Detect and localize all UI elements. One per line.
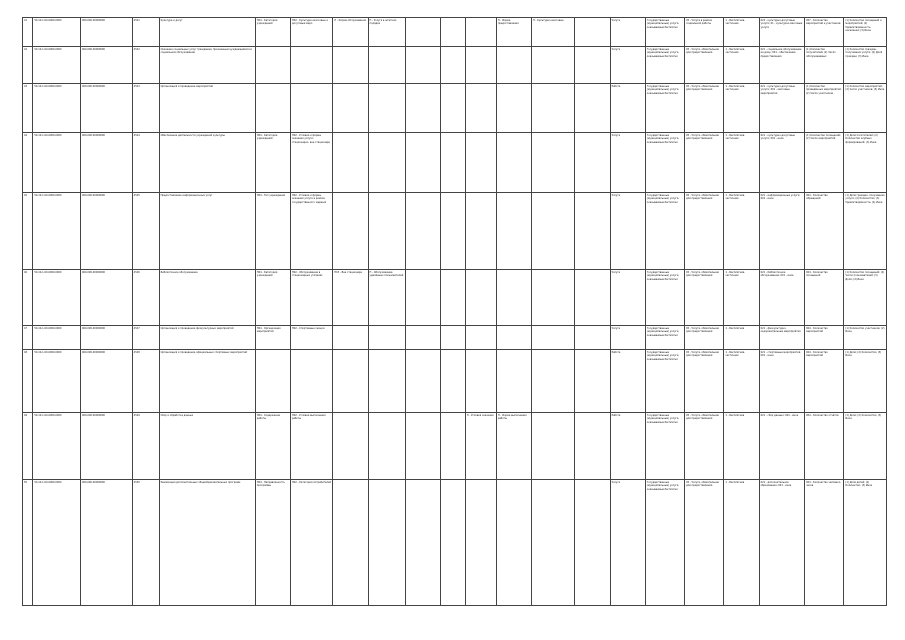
table-cell-c7: Н02 - Условия и формы оказания услуги в рамках государственного задания — [290, 193, 332, 270]
table-cell-c6 — [255, 84, 290, 133]
table-cell-code2: 000-000-00000000 — [80, 133, 132, 193]
table-cell-c12 — [465, 350, 496, 413]
table-cell-no: 44 — [23, 133, 33, 193]
table-cell-c13 — [496, 270, 531, 326]
table-cell-c20: 021 - библиотечное обслуживание; 001 - иное — [759, 270, 805, 326]
table-cell-c21: 004 - Количество человеко-часов — [805, 480, 844, 606]
table-cell-c21: (1) Количество посещений; (2) Число мероприятий — [805, 133, 844, 193]
table-row — [23, 18, 887, 47]
table-cell-c15 — [575, 350, 610, 413]
table-cell-name: Организация и проведение физкультурных мероприятий — [159, 326, 255, 350]
table-cell-c17: Государственные (муниципальные) услуги, оказываемые бесплатно — [645, 84, 684, 133]
table-cell-c17: Государственные (муниципальные) услуги, оказываемые бесплатно — [645, 270, 684, 326]
table-cell-c10 — [405, 84, 440, 133]
table-cell-c16: Услуга — [610, 47, 645, 84]
table-cell-c20: 021 - спортивные мероприятия; 001 - иное — [759, 350, 805, 413]
table-cell-c19: 1 - Бесплатная, частичная — [724, 270, 759, 326]
table-cell-c9 — [368, 480, 405, 606]
table-cell-c6: Н04 - Тип учреждения — [255, 193, 290, 270]
table-cell-c9 — [368, 84, 405, 133]
table-cell-c12 — [465, 47, 496, 84]
table-cell-c20: 021 - дополнительное образование; 001 - иное — [759, 480, 805, 606]
table-row — [23, 270, 887, 326]
table-cell-c8: Н - Форма обслуживания — [333, 18, 368, 47]
table-cell-c22: (1) Доля посетителей; (2) Количество клубных формирований; (3) Иное — [844, 133, 887, 193]
table-cell-c8 — [333, 133, 368, 193]
table-cell-c10 — [405, 413, 440, 480]
table-cell-c12 — [465, 18, 496, 47]
table-cell-no: 48 — [23, 350, 33, 413]
table-cell-c17: Государственные (муниципальные) услуги, оказываемые бесплатно — [645, 18, 684, 47]
table-cell-no: 43 — [23, 84, 33, 133]
table-row — [23, 193, 887, 270]
table-cell-c10 — [405, 47, 440, 84]
table-cell-c11 — [440, 270, 465, 326]
table-cell-c6: Н04 - Направленность программы — [255, 480, 290, 606]
table-cell-c13 — [496, 480, 531, 606]
table-cell-name: Организация и проведение официальных спортивных мероприятий — [159, 350, 255, 413]
table-cell-c14 — [532, 350, 575, 413]
table-cell-c13 — [496, 193, 531, 270]
table-cell-code2: 000-000-00000000 — [80, 18, 132, 47]
table-cell-c7: Н02 - Категория потребителей — [290, 480, 332, 606]
table-cell-c16: Услуга — [610, 18, 645, 47]
table-cell-c16: Услуга — [610, 480, 645, 606]
table-cell-c12 — [465, 270, 496, 326]
table-cell-c18: 05 - Услуга, обязательная для предоставления — [685, 413, 724, 480]
table-cell-num: 4544 — [132, 133, 159, 193]
table-cell-c14 — [532, 413, 575, 480]
table-cell-c7 — [290, 350, 332, 413]
table-cell-c22: (1) Доля детей; (2) Количество; (3) Иное — [844, 480, 887, 606]
table-cell-c21: 004 - Количество мероприятий — [805, 326, 844, 350]
table-cell-c15 — [575, 47, 610, 84]
table-cell-num: 4547 — [132, 326, 159, 350]
table-cell-c15 — [575, 18, 610, 47]
table-cell-c6: Н04 - Организация мероприятий — [255, 326, 290, 350]
table-cell-c8 — [333, 326, 368, 350]
table-cell-c20: 021 - культурно-досуговые услуги; 001 - иное — [759, 133, 805, 193]
table-cell-c9 — [368, 47, 405, 84]
table-cell-c14 — [532, 47, 575, 84]
table-cell-name: Реализация дополнительных общеобразовательных программ — [159, 480, 255, 606]
table-cell-c9 — [368, 326, 405, 350]
table-cell-c21: 004 - Количество отчётов — [805, 413, 844, 480]
table-cell-c21: 007 - Количество мероприятий и участников — [805, 18, 844, 47]
table-cell-c16: Услуга — [610, 133, 645, 193]
table-cell-c9 — [368, 133, 405, 193]
table-cell-c11 — [440, 326, 465, 350]
spreadsheet-page — [22, 17, 887, 611]
table-cell-code1: 50-10-1-00-0000-0000 — [33, 270, 81, 326]
table-cell-c16: Работа — [610, 350, 645, 413]
table-cell-c15 — [575, 413, 610, 480]
table-cell-c13 — [496, 84, 531, 133]
table-cell-code2: 000-000-00000000 — [80, 193, 132, 270]
table-cell-c16: Работа — [610, 84, 645, 133]
table-cell-c7: Н02 - Условия и формы оказания услуги; стационарно, вне стационара — [290, 133, 332, 193]
table-cell-num: 4550 — [132, 480, 159, 606]
table-cell-c20: 021 - социальное обслуживание на дому; 001 - обеспечение предоставления — [759, 47, 805, 84]
table-cell-c14 — [532, 480, 575, 606]
table-cell-no: 46 — [23, 270, 33, 326]
table-cell-c10 — [405, 133, 440, 193]
table-cell-c21: (1) Количество проведённых мероприятий; (2) Число участников — [805, 84, 844, 133]
table-cell-c19: 1 - Бесплатная — [724, 480, 759, 606]
table-cell-c19: 1 - Бесплатная, частичная — [724, 18, 759, 47]
table-cell-code2: 000-000-00000000 — [80, 350, 132, 413]
table-cell-code2: 000-000-00000000 — [80, 84, 132, 133]
table-cell-c13 — [496, 47, 531, 84]
table-row — [23, 133, 887, 193]
table-cell-c18: 05 - Услуга, обязательная для предоставления — [685, 133, 724, 193]
table-cell-c22: (1) Доля; (2) Количество; (3) Иное — [844, 413, 887, 480]
table-cell-c11 — [440, 133, 465, 193]
table-cell-c18: 05 - Услуга в рамках социальной работы — [685, 18, 724, 47]
table-cell-c10 — [405, 270, 440, 326]
table-cell-c12: Н - Условия оказания — [465, 413, 496, 480]
table-cell-c17: Государственные (муниципальные) услуги, оказываемые бесплатно — [645, 350, 684, 413]
table-cell-c20: 023 - культурно-досуговые услуги; 01 - культурно-массовые услуги — [759, 18, 805, 47]
table-cell-c11 — [440, 18, 465, 47]
table-cell-num: 4545 — [132, 193, 159, 270]
table-cell-c18: 05 - Услуга, обязательная для предоставления — [685, 350, 724, 413]
table-cell-c22: (1) Доля граждан, получивших услуги; (2) Количество; (3) Удовлетворённость; (4) Иное — [844, 193, 887, 270]
table-cell-code2: 000-000-00000000 — [80, 326, 132, 350]
table-cell-c7: Н02 - Культурно-массовые и досуговые меро — [290, 18, 332, 47]
table-cell-c11 — [440, 84, 465, 133]
table-cell-c18: 05 - Услуга, обязательная для предоставления — [685, 480, 724, 606]
table-cell-c15 — [575, 270, 610, 326]
table-cell-c15 — [575, 480, 610, 606]
table-cell-c18: 05 - Услуга, обязательная для предоставления — [685, 270, 724, 326]
table-cell-c9: Н - Услуга в штатном порядке — [368, 18, 405, 47]
table-cell-c21: (1) Количество получателей; (2) Число обслуживаемых — [805, 47, 844, 84]
table-cell-c13 — [496, 133, 531, 193]
table-cell-c7 — [290, 84, 332, 133]
table-cell-c7: Н02 - Условия выполнения работы — [290, 413, 332, 480]
table-cell-c12 — [465, 480, 496, 606]
table-cell-no: 42 — [23, 47, 33, 84]
table-cell-code2: 000-000-00000000 — [80, 480, 132, 606]
table-cell-name: Сбор и обработка данных — [159, 413, 255, 480]
table-cell-c9: Н - Обслуживание удалённых пользователей — [368, 270, 405, 326]
table-cell-c18: 05 - Услуга, обязательная для предоставления — [685, 326, 724, 350]
table-cell-c6: Н04 - Категория учреждений — [255, 133, 290, 193]
table-cell-code1: 50-10-1-00-0000-0000 — [33, 133, 81, 193]
table-cell-c13: Н - Форма выполнения работы — [496, 413, 531, 480]
table-cell-no: 50 — [23, 480, 33, 606]
table-cell-c9 — [368, 350, 405, 413]
registry-table — [22, 17, 887, 606]
table-cell-c6: Н04 - Содержание работы — [255, 413, 290, 480]
table-cell-c12 — [465, 133, 496, 193]
table-row — [23, 350, 887, 413]
table-cell-no: 49 — [23, 413, 33, 480]
table-cell-c20: 021 - сбор данных; 001 - иное — [759, 413, 805, 480]
table-cell-c20: 021 - культурно-досуговые услуги; 001 - массовые мероприятия — [759, 84, 805, 133]
table-cell-num: 4546 — [132, 270, 159, 326]
table-cell-c16: Услуга — [610, 270, 645, 326]
table-cell-num: 4542 — [132, 47, 159, 84]
table-cell-c19: 1 - Бесплатная, частичная — [724, 133, 759, 193]
table-cell-c12 — [465, 326, 496, 350]
table-cell-c8: Н03 - Вне стационара — [333, 270, 368, 326]
table-cell-name: Организация и проведение мероприятий — [159, 84, 255, 133]
table-cell-c8 — [333, 47, 368, 84]
table-cell-c19: 1 - Бесплатная, частичная — [724, 47, 759, 84]
table-cell-c19: 1 - Бесплатная — [724, 413, 759, 480]
table-cell-no: 47 — [23, 326, 33, 350]
table-cell-c6: Н04 - Категория учреждений — [255, 270, 290, 326]
table-cell-c8 — [333, 413, 368, 480]
table-cell-c22: (1) Количество мероприятий; (2) Число участников; (3) Иное — [844, 84, 887, 133]
table-cell-num: 4548 — [132, 350, 159, 413]
table-cell-c11 — [440, 480, 465, 606]
table-cell-c10 — [405, 350, 440, 413]
table-cell-c21: 004 - Количество посещений — [805, 270, 844, 326]
table-cell-code2: 000-000-00000000 — [80, 47, 132, 84]
table-cell-c17: Государственные (муниципальные) услуги, оказываемые бесплатно — [645, 47, 684, 84]
table-cell-c6 — [255, 350, 290, 413]
table-cell-c17: Государственные (муниципальные) услуги, оказываемые бесплатно — [645, 326, 684, 350]
table-cell-c9 — [368, 413, 405, 480]
table-cell-c8 — [333, 480, 368, 606]
table-cell-c22: (1) Количество посещений; (2) Число пользователей; (3) Доля; (4) Иное — [844, 270, 887, 326]
table-cell-c10 — [405, 326, 440, 350]
table-cell-name: Культура и досуг — [159, 18, 255, 47]
table-cell-c10 — [405, 480, 440, 606]
table-cell-c11 — [440, 193, 465, 270]
table-cell-c20: 021 - информационные услуги; 001 - иное — [759, 193, 805, 270]
table-cell-c15 — [575, 326, 610, 350]
table-cell-c19: 1 - Бесплатная, частичная — [724, 84, 759, 133]
table-cell-c13: Н - Форма предоставления — [496, 18, 531, 47]
table-cell-c16: Услуга — [610, 193, 645, 270]
table-cell-name: Обеспечение деятельности учреждений культуры — [159, 133, 255, 193]
table-cell-c18: 05 - Услуга, обязательная для предоставления — [685, 47, 724, 84]
table-cell-code1: 50-10-1-00-0000-0000 — [33, 84, 81, 133]
table-cell-c20: 021 - физкультурно-оздоровительные мероприятия — [759, 326, 805, 350]
table-cell-c17: Государственные (муниципальные) услуги, оказываемые бесплатно — [645, 480, 684, 606]
table-cell-code1: 50-10-1-00-0000-0000 — [33, 193, 81, 270]
table-cell-c16: Услуга — [610, 326, 645, 350]
table-cell-c7: Н02 - Обслуживание в стационарных условиях — [290, 270, 332, 326]
table-cell-c19: 1 - Бесплатная, частичная — [724, 193, 759, 270]
table-cell-c21: 004 - Количество мероприятий — [805, 350, 844, 413]
table-cell-c8 — [333, 193, 368, 270]
table-cell-c10 — [405, 193, 440, 270]
table-cell-c17: Государственные (муниципальные) услуги, оказываемые бесплатно — [645, 413, 684, 480]
table-cell-c12 — [465, 193, 496, 270]
table-cell-num: 4549 — [132, 413, 159, 480]
table-cell-c14 — [532, 193, 575, 270]
table-cell-c13 — [496, 326, 531, 350]
table-cell-c11 — [440, 413, 465, 480]
table-cell-no: 41 — [23, 18, 33, 47]
table-cell-num: 4543 — [132, 84, 159, 133]
table-row — [23, 326, 887, 350]
table-cell-name: Библиотечное обслуживание — [159, 270, 255, 326]
table-cell-num: 4541 — [132, 18, 159, 47]
table-cell-c6: Н04 - Категория учреждений — [255, 18, 290, 47]
table-cell-c19: 1 - Бесплатная, частичная — [724, 350, 759, 413]
table-cell-c17: Государственные (муниципальные) услуги, оказываемые бесплатно — [645, 193, 684, 270]
table-cell-name: Оказание социальных услуг гражданам, признанным нуждающимися в социальном обслуживании — [159, 47, 255, 84]
table-cell-c21: 004 - Количество обращений — [805, 193, 844, 270]
table-cell-code1: 50-10-1-00-0000-0000 — [33, 326, 81, 350]
table-cell-c14 — [532, 270, 575, 326]
table-cell-c7: Н02 - Спортивные секции — [290, 326, 332, 350]
table-cell-c16: Работа — [610, 413, 645, 480]
table-cell-c10 — [405, 18, 440, 47]
table-cell-c11 — [440, 47, 465, 84]
table-cell-code1: 50-10-1-00-0000-0000 — [33, 18, 81, 47]
table-cell-c14 — [532, 326, 575, 350]
table-cell-code2: 000-000-00000000 — [80, 413, 132, 480]
table-cell-c7 — [290, 47, 332, 84]
table-cell-code1: 50-10-1-00-0000-0000 — [33, 350, 81, 413]
table-cell-c17: Государственные (муниципальные) услуги, оказываемые бесплатно — [645, 133, 684, 193]
table-row — [23, 47, 887, 84]
table-cell-c15 — [575, 133, 610, 193]
table-row — [23, 480, 887, 606]
table-cell-c19: 1 - Бесплатная — [724, 326, 759, 350]
table-cell-code1: 50-10-1-00-0000-0000 — [33, 480, 81, 606]
table-cell-name: Предоставление информационных услуг — [159, 193, 255, 270]
table-cell-c11 — [440, 350, 465, 413]
table-cell-code2: 000-000-00000000 — [80, 270, 132, 326]
table-row — [23, 84, 887, 133]
table-cell-c6 — [255, 47, 290, 84]
table-cell-c13 — [496, 350, 531, 413]
table-cell-c14: Н - Культурно-массовые — [532, 18, 575, 47]
table-cell-c15 — [575, 193, 610, 270]
table-cell-code1: 50-10-1-00-0000-0000 — [33, 413, 81, 480]
table-cell-c15 — [575, 84, 610, 133]
table-cell-c14 — [532, 84, 575, 133]
table-cell-c22: (1) Доля; (2) Количество; (3) Иное — [844, 350, 887, 413]
table-cell-c18: 05 - Услуга, обязательная для предоставления — [685, 193, 724, 270]
table-row — [23, 413, 887, 480]
table-cell-c14 — [532, 133, 575, 193]
table-cell-c8 — [333, 350, 368, 413]
table-cell-code1: 50-10-1-00-0000-0000 — [33, 47, 81, 84]
table-cell-c18: 05 - Услуга, обязательная для предоставления — [685, 84, 724, 133]
table-cell-c22: (1) Количество граждан, получивших услуги; (2) Доля граждан; (3) Иное — [844, 47, 887, 84]
table-cell-c22: (1) Количество участников; (2) Иное — [844, 326, 887, 350]
table-cell-c8 — [333, 84, 368, 133]
table-cell-no: 45 — [23, 193, 33, 270]
table-cell-c12 — [465, 84, 496, 133]
table-cell-c22: (1) Количество посещений и мероприятий; (2) Удовлетворённость населения; (3) Иное — [844, 18, 887, 47]
table-cell-c9 — [368, 193, 405, 270]
